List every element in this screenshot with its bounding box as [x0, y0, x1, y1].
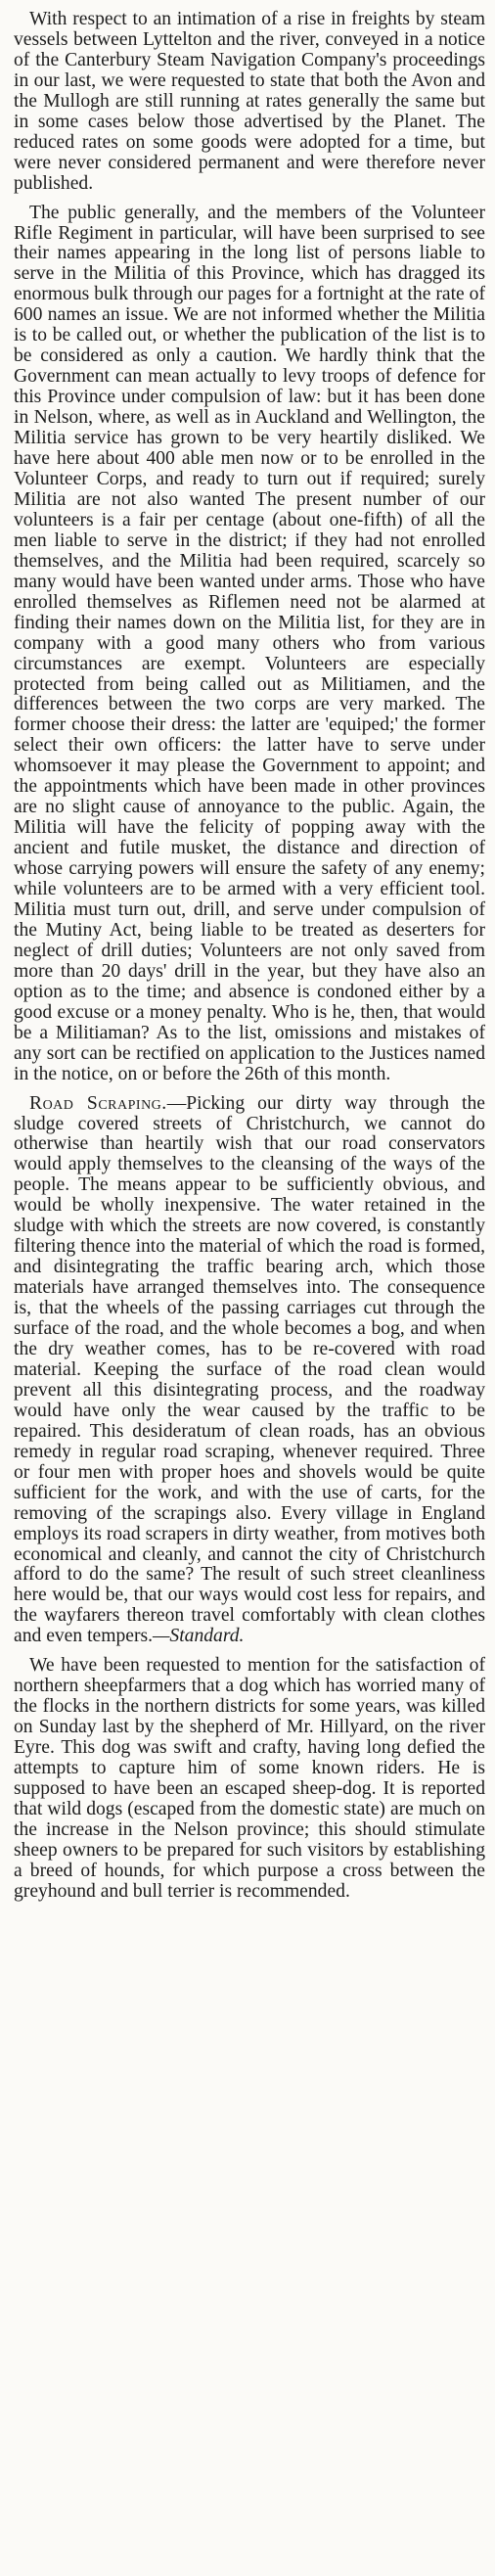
wild-dog-text: We have been requested to mention for the satisfaction of northern sheepfarmers that a dog which has worried many of the flocks in the northern districts for some years, was killed on Sunday last by the shepherd of Mr. Hillyard, on the river Eyre. This dog was swift and crafty, having long defied the attempts to capture him of some known riders. He is supposed to have been an escaped sheep-dog. It is reported that wild dogs (escaped from the domestic state) are much on the increase in the Nelson province; this should stimulate sheep owners to be prepared for such visitors by establishing a breed of hounds, for which purpose a cross between the greyhound and bull terrier is recommended. [14, 1655, 485, 1902]
newspaper-column [14, 10, 485, 1903]
article-road-scraping-paragraph [14, 1094, 485, 1648]
freights-text: With respect to an intimation of a rise in freights by steam vessels between Lyttelton and the river, conveyed in a notice of the Canterbury Steam Navigation Company's proceedings in our last, we were requested to state that both the Avon and the Mullogh are still running at rates generally the same but in some cases below those advertised by the Planet. The reduced rates on some goods were adopted for a time, but were never considered permanent and were therefore never published. [14, 9, 485, 194]
article-freights-paragraph [14, 10, 485, 195]
militia-text: The public generally, and the members of the Volunteer Rifle Regiment in particular, will have been surprised to see their names appearing in the long list of persons liable to serve in the Militia of this Province, which has dragged its enormous bulk through our pages for a fortnight at the rate of 600 names an issue. We are not informed whether the Militia is to be called out, or whether the publication of the list is to be considered as only a caution. We hardly think that the Government can mean actually to levy troops of defence for this Province under compulsion of law: but it has been done in Nelson, where, as well as in Auckland and Wellington, the Militia service has grown to be very heartily disliked. We have here about 400 able men now or to be enrolled in the Volunteer Corps, and ready to turn out if required; surely Militia are not also wanted The present number of our volunteers is a fair per centage (about one-fifth) of all the men liable to serve in the district; if they had not enrolled themselves, and the Militia had been required, scarcely so many would have been wanted under arms. Those who have enrolled themselves as Riflemen need not be alarmed at finding their names down on the Militia list, for they are in company with a good many others who from various circumstances are exempt. Volunteers are especially protected from being called out as Militiamen, and the differences between the two corps are very marked. The former choose their dress: the latter are 'equiped;' the former select their own officers: the latter have to serve under whomsoever it may please the Government to appoint; and the appointments which have been made in other provinces are no slight cause of annoyance to the public. Again, the Militia will have the felicity of popping away with the ancient and futile musket, the distance and direction of whose carrying powers will ensure the safety of any enemy; while volunteers are to be armed with a very efficient tool. Militia must turn out, drill, and serve under compulsion of the Mutiny Act, being liable to be treated as deserters for neglect of drill duties; Volunteers are not only saved from more than 20 days' drill in the year, but they have also an option as to the time; and absence is condoned either by a good excuse or a money penalty. Who is he, then, that would be a Militiaman? As to the list, omissions and mistakes of any sort can be rectified on application to the Justices named in the notice, on or before the 26th of this month. [14, 202, 485, 1084]
road-scraping-source: —Standard. [153, 1626, 245, 1647]
article-militia-paragraph [14, 204, 485, 1085]
road-scraping-text: —Picking our dirty way through the sludge covered streets of Christchurch, we cannot do otherwise than heartily wish that our road conservators would apply themselves to the cleansing of the ways of the people. The means appear to be sufficiently obvious, and would be wholly inexpensive. The water retained in the sludge with which the streets are now covered, is constantly filtering thence into the material of which the road is formed, and disintegrating the traffic bearing arch, which those materials have arranged themselves into. The consequence is, that the wheels of the passing carriages cut through the surface of the road, and the whole becomes a bog, and when the dry weather comes, has to be re-covered with road material. Keeping the surface of the road clean would prevent all this disintegrating process, and the roadway would have only the wear caused by the traffic to be repaired. This desideratum of clean roads, has an obvious remedy in regular road scraping, whenever required. Three or four men with proper hoes and shovels would be quite sufficient for the work, and with the use of carts, for the removing of the scrapings also. Every village in England employs its road scrapers in dirty weather, from motives both economical and cleanly, and cannot the city of Christchurch afford to do the same? The result of such street cleanliness here would be, that our ways would cost less for repairs, and the wayfarers thereon travel comfortably with clean clothes and even tempers. [14, 1092, 485, 1647]
road-scraping-heading: Road Scraping. [29, 1092, 167, 1114]
article-wild-dog-paragraph [14, 1656, 485, 1902]
